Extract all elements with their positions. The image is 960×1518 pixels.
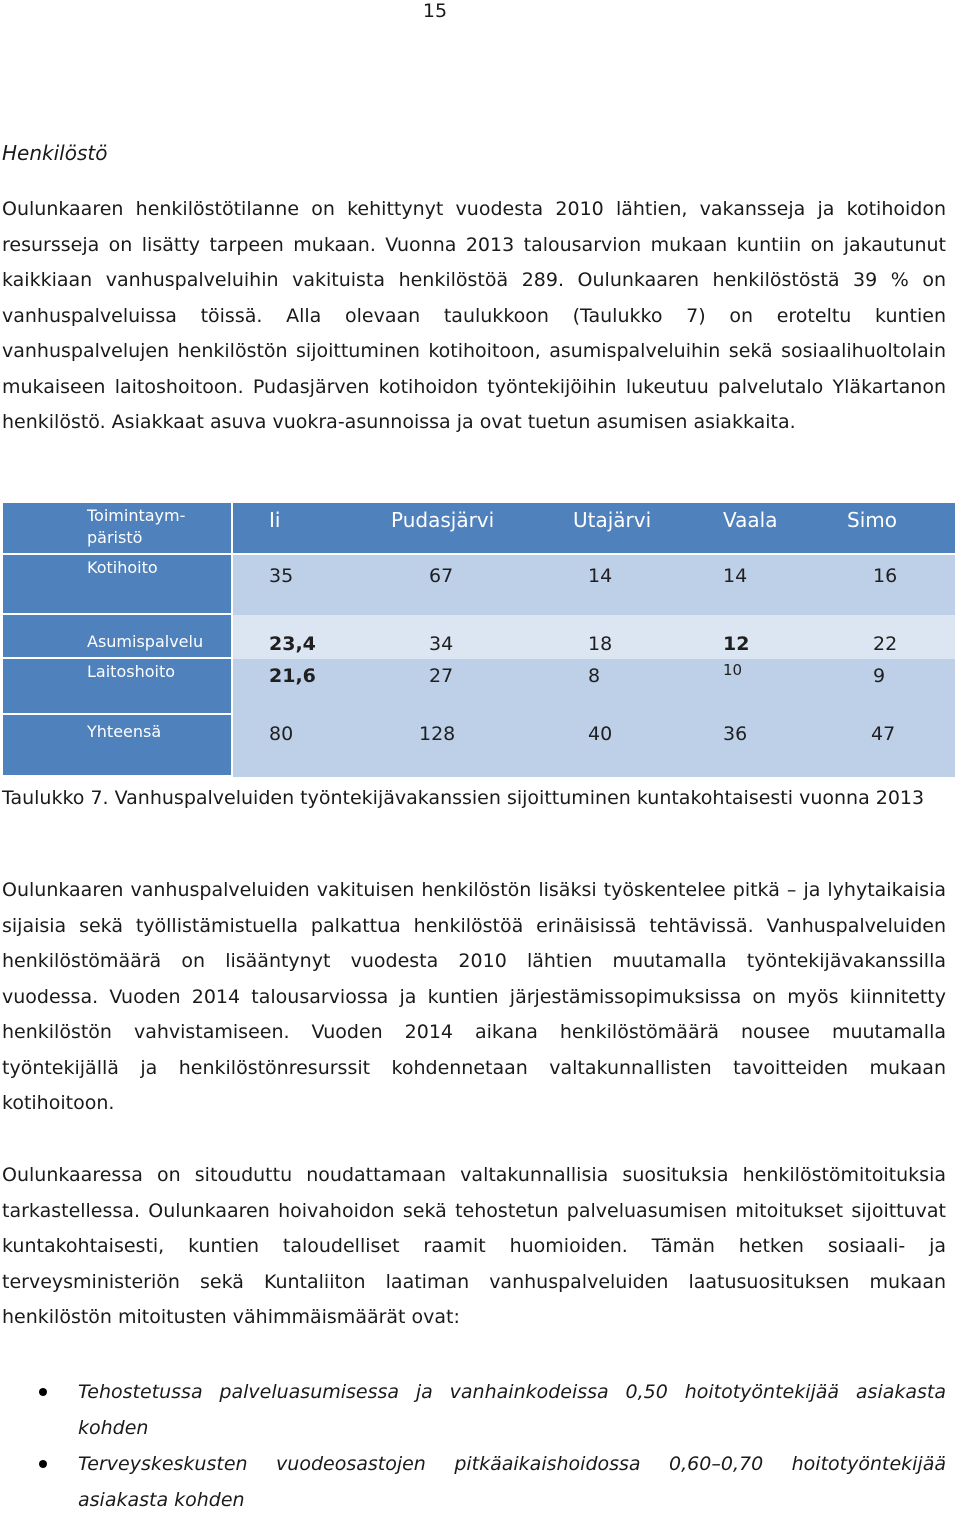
- column-header-ii: Ii: [233, 503, 353, 555]
- section-title: Henkilöstö: [2, 141, 108, 165]
- paragraph-2: Oulunkaaren vanhuspalveluiden vakituisen henkilöstön lisäksi työskentelee pitkä – ja lyhytaikaisia sijaisia sekä työllistämistuella palkattua henkilöstöä erinäisissä tehtävissä. Vanhuspalveluiden henkilöstömäärä on lisääntynyt vuodesta 2010 lähtien muutamalla työntekijävakanssilla vuodessa. Vuoden 2014 talousarviossa ja kuntien järjestämissopimuksissa on myös kiinnitetty henkilöstön vahvistamiseen. Vuoden 2014 aikana henkilöstömäärä nousee muutamalla työntekijällä ja henkilöstönresurssit kohdennetaan valtakunnallisten tavoitteiden mukaan kotihoitoon.: [2, 879, 946, 1114]
- table-cell: 10: [683, 659, 823, 715]
- table-cell: 14: [683, 555, 823, 615]
- table-cell: 40: [533, 715, 683, 777]
- table-cell: 27: [353, 659, 533, 715]
- row-label-kotihoito: Kotihoito: [3, 555, 233, 615]
- table-header-label: Toimintaym- päristö: [3, 503, 233, 555]
- bullet-icon: [39, 1388, 47, 1396]
- table-cell: 23,4: [233, 615, 353, 659]
- row-label-laitoshoito: Laitoshoito: [3, 659, 233, 715]
- table-cell: 128: [353, 715, 533, 777]
- staff-table: [3, 503, 955, 777]
- table-cell: 18: [533, 615, 683, 659]
- page-number: 15: [422, 0, 448, 22]
- table-cell: 16: [823, 555, 955, 615]
- column-header-utajarvi: Utajärvi: [533, 503, 683, 555]
- table-cell: 22: [823, 615, 955, 659]
- bullet-icon: [39, 1460, 47, 1468]
- column-header-vaala: Vaala: [683, 503, 823, 555]
- table-caption: Taulukko 7. Vanhuspalveluiden työntekijävakanssien sijoittuminen kuntakohtaisesti vuonna 2013: [2, 787, 925, 809]
- bullet-list: [0, 1374, 946, 1518]
- table-cell: 80: [233, 715, 353, 777]
- row-label-asumispalvelu: Asumispalvelu: [3, 615, 233, 659]
- table-cell: 12: [683, 615, 823, 659]
- list-item: [0, 1446, 946, 1518]
- list-item-text: Terveyskeskusten vuodeosastojen pitkäaikaishoidossa 0,60–0,70 hoitotyöntekijää asiakasta kohden: [78, 1453, 946, 1511]
- table-cell: 34: [353, 615, 533, 659]
- table-cell: 8: [533, 659, 683, 715]
- list-item: [0, 1374, 946, 1446]
- table-cell: 9: [823, 659, 955, 715]
- column-header-simo: Simo: [823, 503, 955, 555]
- list-item-text: Tehostetussa palveluasumisessa ja vanhainkodeissa 0,50 hoitotyöntekijää asiakasta kohden: [78, 1381, 946, 1439]
- table-cell: 21,6: [233, 659, 353, 715]
- table-cell: 67: [353, 555, 533, 615]
- paragraph-1: Oulunkaaren henkilöstötilanne on kehittynyt vuodesta 2010 lähtien, vakansseja ja kotihoidon resursseja on lisätty tarpeen mukaan. Vuonna 2013 talousarvion mukaan kuntiin on jakautunut kaikkiaan vanhuspalveluihin vakituista henkilöstöä 289. Oulunkaaren henkilöstöstä 39 % on vanhuspalveluissa töissä. Alla olevaan taulukkoon (Taulukko 7) on eroteltu kuntien vanhuspalvelujen henkilöstön sijoittuminen kotihoitoon, asumispalveluihin sekä sosiaalihuoltolain mukaiseen laitoshoitoon. Pudasjärven kotihoidon työntekijöihin lukeutuu palvelutalo Yläkartanon henkilöstö. Asiakkaat asuva vuokra-asunnoissa ja ovat tuetun asumisen asiakkaita.: [2, 198, 946, 433]
- table-cell: 35: [233, 555, 353, 615]
- paragraph-3: Oulunkaaressa on sitouduttu noudattamaan valtakunnallisia suosituksia henkilöstömitoituksia tarkastellessa. Oulunkaaren hoivahoidon sekä tehostetun palveluasumisen mitoitukset sijoittuvat kuntakohtaisesti, kuntien taloudelliset raamit huomioiden. Tämän hetken sosiaali- ja terveysministeriön sekä Kuntaliiton laatiman vanhuspalveluiden laatusuosituksen mukaan henkilöstön mitoitusten vähimmäismäärät ovat:: [2, 1164, 946, 1328]
- column-header-pudasjarvi: Pudasjärvi: [353, 503, 533, 555]
- table-cell: 14: [533, 555, 683, 615]
- table-cell: 47: [823, 715, 955, 777]
- row-label-yhteensa: Yhteensä: [3, 715, 233, 777]
- table-cell: 36: [683, 715, 823, 777]
